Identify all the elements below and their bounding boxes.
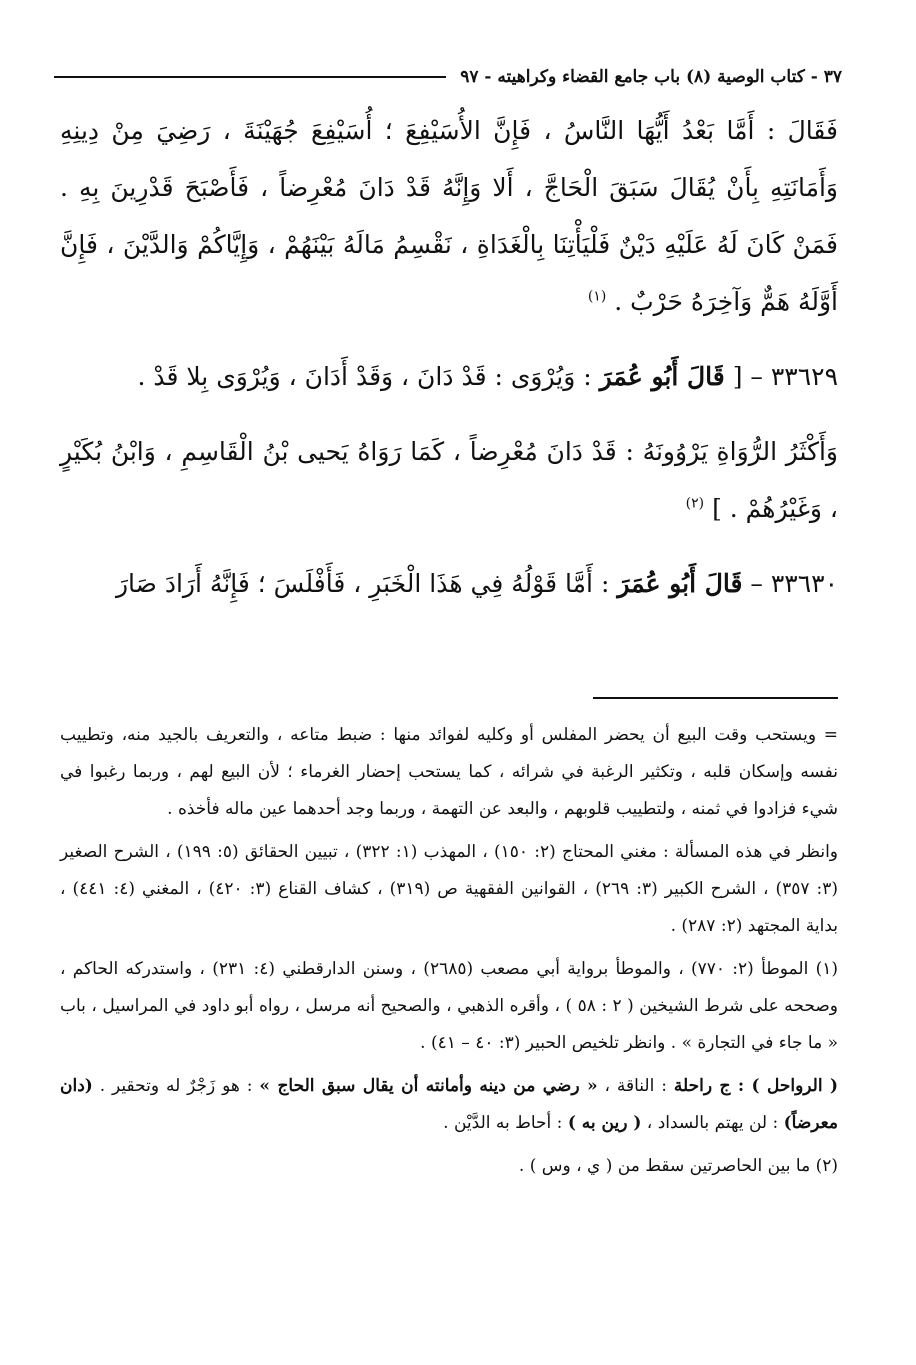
footnotes xyxy=(60,717,838,1185)
running-header-text: ٣٧ - كتاب الوصية (٨) باب جامع القضاء وكراهيته - ٩٧ xyxy=(460,67,842,87)
glossary-term: ( الرواحل ) : ج راحلة xyxy=(673,1076,839,1096)
footnote-2: (٢) ما بين الحاصرتين سقط من ( ي ، وس ) . xyxy=(518,1156,838,1176)
paragraph-text: : أَمَّا قَوْلُهُ فِي هَذَا الْخَبَرِ ، فَأَفْلَسَ ؛ فَإِنَّهُ أَرَادَ صَارَ xyxy=(115,569,610,598)
footnote-separator xyxy=(593,697,838,699)
main-paragraph-2 xyxy=(60,348,838,405)
header-rule xyxy=(54,76,446,78)
footnote-ref-1[interactable]: (١) xyxy=(587,288,607,305)
glossary-term: « رضي من دينه وأمانته أن يقال سبق الحاج » xyxy=(259,1076,598,1096)
paragraph-text: فَقَالَ : أَمَّا بَعْدُ أَيُّهَا النَّاسُ ، فَإِنَّ الأُسَيْفِعَ ؛ أُسَيْفِعَ جُهَيْنَةَ ، رَضِيَ مِنْ دِينِهِ وَأَمَانَتِهِ بِأَنْ يُقَالَ سَبَقَ الْحَاجَّ ، أَلا وَإِنَّهُ قَدْ دَانَ مُعْرِضاً ، فَأَصْبَحَ قَدْرِينَ بِهِ . فَمَنْ كَانَ لَهُ عَلَيْهِ دَيْنٌ فَلْيَأْتِنَا بِالْغَدَاةِ ، نَقْسِمُ مَالَهُ بَيْنَهُمْ ، وَإِيَّاكُمْ وَالدَّيْنَ ، فَإِنَّ أَوَّلَهُ هَمٌّ وَآخِرَهُ حَرْبٌ . xyxy=(60,116,838,316)
footnote-see-also: وانظر في هذه المسألة : مغني المحتاج (٢: ١٥٠) ، المهذب (١: ٣٢٢) ، تبيين الحقائق (٥: ١٩٩) ، الشرح الصغير (٣: ٣٥٧) ، الشرح الكبير (٣: ٢٦٩) ، القوانين الفقهية ص (٣١٩) ، كشاف القناع (٣: ٤٢٠) ، المغني (٤: ٤٤١) ، بداية المجتهد (٢: ٢٨٧) . xyxy=(60,842,839,936)
glossary-definition: : هو زَجْرٌ له وتحقير . xyxy=(99,1076,253,1096)
main-paragraph-1 xyxy=(60,102,838,330)
footnote-continuation: = ويستحب وقت البيع أن يحضر المفلس أو وكليه لفوائد منها : ضبط متاعه ، والتعريف بالجيد منه، وتطييب نفسه وإسكان قلبه ، وتكثير الرغبة في شرائه ، كما يستحب إحضار الغرماء ؛ لأن البيع لهم ، وربما رغبوا في شيء فزادوا في ثمنه ، ولتطييب قلوبهم ، والبعد عن التهمة ، وربما وجد أحدهما عين ماله فأخذه . xyxy=(60,725,838,819)
footnote-1: (١) الموطأ (٢: ٧٧٠) ، والموطأ برواية أبي مصعب (٢٦٨٥) ، وسنن الدارقطني (٤: ٢٣١) ، واستدركه الحاكم ، وصححه على شرط الشيخين ( ٢ : ٥٨ ) ، وأقره الذهبي ، والصحيح أنه مرسل ، رواه أبو داود في المراسيل ، باب « ما جاء في التجارة » . وانظر تلخيص الحبير (٣: ٤٠ – ٤١) . xyxy=(60,959,838,1053)
speaker-label: قَالَ أَبُو عُمَرَ xyxy=(599,362,725,391)
paragraph-number: ٣٣٦٣٠ – xyxy=(750,569,838,598)
paragraph-number: ٣٣٦٢٩ – [ xyxy=(732,362,838,391)
paragraph-text: وَأَكْثَرُ الرُّوَاةِ يَرْوُونَهُ : قَدْ دَانَ مُعْرِضاً ، كَمَا رَوَاهُ يَحيى بْنُ الْقَاسِمِ ، وَابْنُ بُكَيْرٍ ، وَغَيْرُهُمْ . ] xyxy=(60,437,838,523)
glossary-term: (دان معرضاً) xyxy=(60,1076,838,1133)
glossary-definition: : لن يهتم بالسداد ، xyxy=(646,1113,779,1133)
footnote-glossary xyxy=(60,1068,838,1142)
glossary-term: ( رين به ) xyxy=(567,1113,642,1133)
book-page xyxy=(60,62,842,1345)
main-paragraph-3 xyxy=(60,423,838,537)
glossary-definition: : الناقة ، xyxy=(604,1076,667,1096)
running-header xyxy=(54,62,842,92)
speaker-label: قَالَ أَبُو عُمَرَ xyxy=(617,569,743,598)
glossary-definition: : أحاط به الدَّيْن . xyxy=(443,1113,563,1133)
main-paragraph-4 xyxy=(60,555,838,612)
footnote-ref-2[interactable]: (٢) xyxy=(685,495,705,512)
paragraph-text: : وَيُرْوَى : قَدْ دَانَ ، وَقَدْ أَدَانَ ، وَيُرْوَى بِلا قَدْ . xyxy=(137,362,592,391)
